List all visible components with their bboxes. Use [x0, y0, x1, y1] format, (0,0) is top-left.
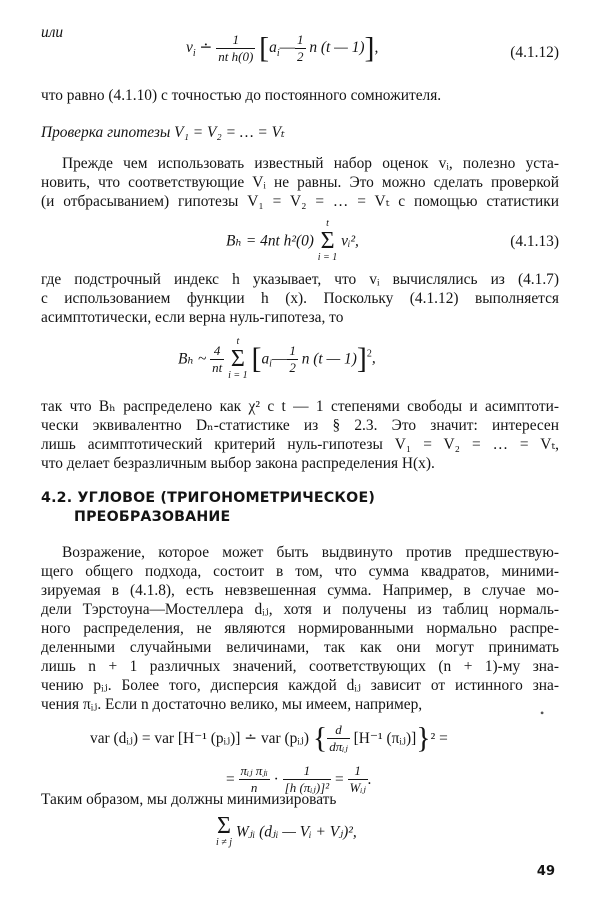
text-line: деленными случайными величинами, так как они могут принимать	[41, 639, 559, 656]
text-line: чения πᵢⱼ. Если n достаточно велико, мы имеем, например,	[41, 696, 423, 713]
text-line: зируемая в (4.1.8), есть невзвешенная сумма. Например, в случае мо-	[41, 582, 559, 599]
text-line-minimize: Таким образом, мы должны минимизировать	[41, 791, 337, 808]
text-line: асимптотически, если верна нуль-гипотеза, то	[41, 309, 344, 326]
margin-mark: •	[540, 706, 545, 720]
equation-4-1-12: $v_i$ ∸ $\frac{1}{\text{nt h(0)}}$ [$a_i—$ $\frac{1}{2}$ n (t — 1)],	[186, 31, 379, 65]
equation-minimize-sum: Σ i ≠ j Wⱼᵢ (dⱼᵢ — Vᵢ + Vⱼ)²,	[216, 813, 357, 848]
equation-number-4-1-13: (4.1.13)	[510, 233, 559, 250]
section-heading: 4.2. УГЛОВОЕ (ТРИГОНОМЕТРИЧЕСКОЕ)	[41, 490, 376, 506]
text-line: с использованием функции h (x). Поскольку (4.1.12) выполняется	[41, 290, 559, 307]
text-line: дели Тэрстоуна—Мостеллера dᵢⱼ, хотя и получены из таблиц нормаль-	[41, 601, 559, 618]
text-line: новить, что соответствующие Vᵢ не равны. Это можно сделать проверкой	[41, 174, 559, 191]
section-hypothesis-check: Проверка гипотезы V₁ = V₂ = … = Vₜ	[41, 124, 285, 141]
text-line-equivalent: что равно (4.1.10) с точностью до постоянного сомножителя.	[41, 87, 442, 104]
equation-4-1-13: Bₕ = 4nt h²(0) t Σ i = 1 vᵢ²,	[226, 218, 359, 263]
equation-variance-line-1: var (dᵢⱼ) = var [H⁻¹ (pᵢⱼ)] ∸ var (pᵢⱼ) { $\frac{d}{\text{dπᵢⱼ}}$ [H⁻¹ (πᵢⱼ)]}² =	[90, 721, 448, 755]
text-line: чению pᵢⱼ. Более того, дисперсия каждой dᵢⱼ зависит от истинного зна-	[41, 677, 559, 694]
text-line: лишь n + 1 различных значений, соответствующих (n + 1)-му зна-	[41, 658, 559, 675]
text-line: чески эквивалентно Dₙ-статистике из § 2.3. Это значит: интересен	[41, 417, 559, 434]
equation-variance-line-2: = $\frac{\text{πᵢⱼ πⱼᵢ}}{n}$ · $\frac{1}{\text{[h (πᵢⱼ)]²}}$ = $\frac{1}{\text{Wᵢⱼ}}$ .	[226, 763, 372, 795]
text-line: где подстрочный индекс h указывает, что vᵢ вычислялись из (4.1.7)	[41, 271, 559, 288]
equation-asymptotic: Bₕ ~ $\frac{4}{nt}$ t Σ i = 1 [$a_i—$ $\frac{1}{2}$ n (t — 1)]$^2$,	[178, 336, 376, 381]
section-heading-continued: ПРЕОБРАЗОВАНИЕ	[74, 509, 231, 525]
page-number: 49	[536, 864, 555, 879]
equation-number-4-1-12: (4.1.12)	[510, 44, 559, 61]
text-line: щего общего подхода, состоит в том, что сумма квадратов, миними-	[41, 563, 559, 580]
text-line: Прежде чем использовать известный набор оценок vᵢ, полезно уста-	[62, 155, 559, 172]
text-line: так что Bₕ распределено как χ² с t — 1 степенями свободы и асимптоти-	[41, 398, 559, 415]
intro-word: или	[41, 24, 64, 41]
text-line: Возражение, которое может быть выдвинуто против предшествую-	[62, 544, 559, 561]
text-line: (и отбрасыванием) гипотезы V₁ = V₂ = … = Vₜ с помощью статистики	[41, 193, 559, 210]
text-line: что делает безразличным выбор закона распределения H(x).	[41, 455, 435, 472]
text-line: ного распределения, не являются нормированными нормально распре-	[41, 620, 559, 637]
text-line: лишь асимптотический критерий нуль-гипотезы V₁ = V₂ = … = Vₜ,	[41, 436, 559, 453]
